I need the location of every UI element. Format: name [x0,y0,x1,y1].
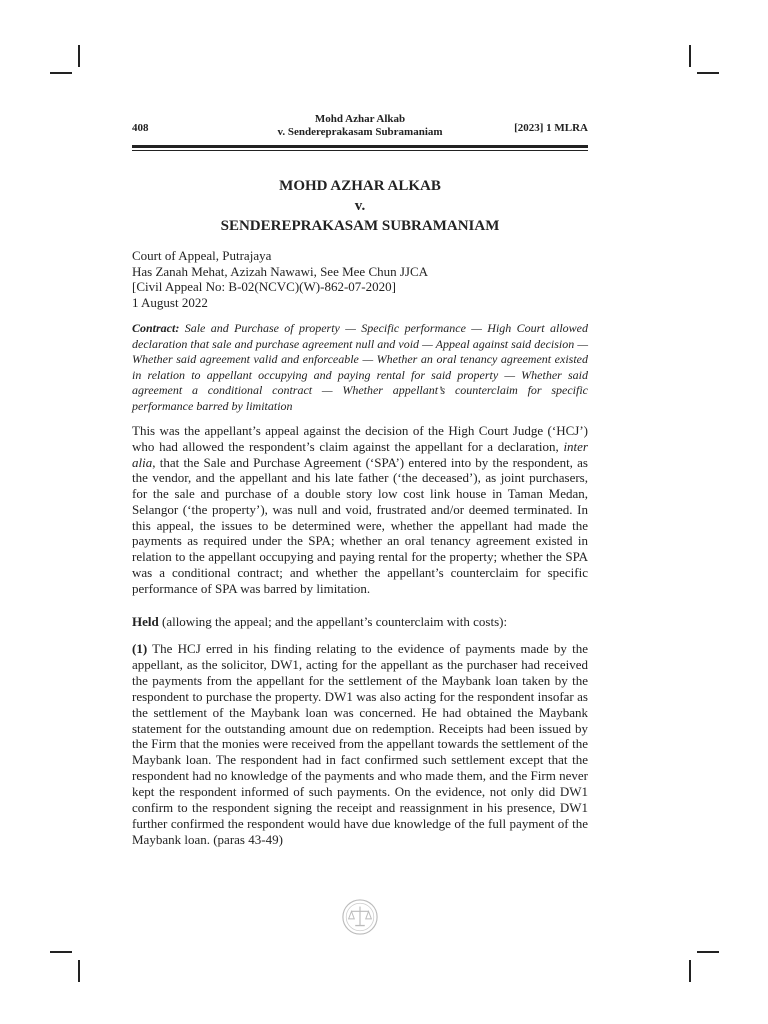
summary-part1: This was the appellant’s appeal against the decision of the High Court Judge (‘HCJ’) who had allowed the respondent’s claim against the appellant for a declaration, [132,423,588,454]
crop-mark-bottom-right-horizontal [697,951,719,953]
case-title [132,176,588,236]
catchwords-text: Sale and Purchase of property — Specific performance — High Court allowed declaration that sale and purchase agreement null and void — Appeal against said decision — Whether said agreement valid and enforceable — Whether an oral tenancy agreement existed in relation to appellant occupying and paying rental for said property — Whether said agreement a conditional contract — Whether appellant’s counterclaim for specific performance barred by limitation [132,321,588,413]
case-name-line1: Mohd Azhar Alkab [314,113,406,125]
held-line [132,614,588,630]
appeal-number: [Civil Appeal No: B-02(NCVC)(W)-862-07-2020] [132,279,396,294]
title-appellant: MOHD AZHAR ALKAB [279,178,441,194]
running-header [132,113,588,141]
summary-part2: , that the Sale and Purchase Agreement (‘SPA’) entered into by the respondent, as the vendor, and the appellant and his late father (‘the deceased’), as joint purchasers, for the sale and purchase of a double story low cost link house in Taman Medan, Selangor (‘the property’), was null and void, frustrated and/or deemed terminated. In this appeal, the issues to be determined were, whether the appellant had made the payments as required under the SPA; whether an oral tenancy agreement existed in relation to the appellant occupying and paying rental for the property; whether the SPA was a conditional contract; and whether the appellant’s counterclaim for specific performance of SPA was barred by limitation. [132,454,588,596]
citation: [2023] 1 MLRA [514,122,588,134]
crop-mark-bottom-left-horizontal [50,951,72,953]
held-label: Held [132,614,159,629]
case-summary [132,423,588,596]
decision-date: 1 August 2022 [132,294,208,310]
catchwords [132,321,588,415]
crop-mark-bottom-right-vertical [689,960,691,982]
held-text: (allowing the appeal; and the appellant’s counterclaim with costs): [158,614,508,629]
crop-mark-top-right-horizontal [697,72,719,74]
header-rule-thin [132,150,588,151]
held-paragraph-1 [132,641,588,848]
catchwords-label: Contract: [132,321,180,335]
header-rule-thick [132,145,588,148]
court-metadata [132,248,588,310]
crop-mark-top-left-horizontal [50,72,72,74]
crop-mark-top-right-vertical [689,45,691,67]
title-versus: v. [354,198,366,214]
crop-mark-bottom-left-vertical [78,960,80,982]
publisher-emblem-icon [341,898,379,936]
judges: Has Zanah Mehat, Azizah Nawawi, See Mee Chun JJCA [132,263,429,279]
court-name: Court of Appeal, Putrajaya [132,248,272,263]
title-respondent: SENDEREPRAKASAM SUBRAMANIAM [220,218,500,234]
case-name-line2: v. Sendereprakasam Subramaniam [277,126,443,138]
page-number: 408 [132,122,149,134]
crop-mark-top-left-vertical [78,45,80,67]
paragraph-text: The HCJ erred in his finding relating to the evidence of payments made by the appellant, as the solicitor, DW1, acting for the appellant as the purchaser had received the payments from the appellant for the settlement of the Maybank loan taken by the respondent to purchase the property. DW1 was also acting for the respondent insofar as the settlement of the Maybank loan was concerned. He had obtained the Maybank statement for the outstanding amount due on redemption. Receipts had been issued by the Firm that the monies were received from the appellant towards the settlement of the Maybank loan. The respondent had in fact confirmed such settlement except that the respondent had no knowledge of the payments and who made them, and the Firm never kept the respondent informed of such payments. On the evidence, not only did DW1 confirm to the respondent signing the receipt and reassignment in his presence, DW1 further confirmed the respondent would have due knowledge of the full payment of the Maybank loan. (paras 43-49) [132,641,588,847]
paragraph-number: (1) [132,641,148,656]
summary-italic: inter alia [132,438,588,470]
